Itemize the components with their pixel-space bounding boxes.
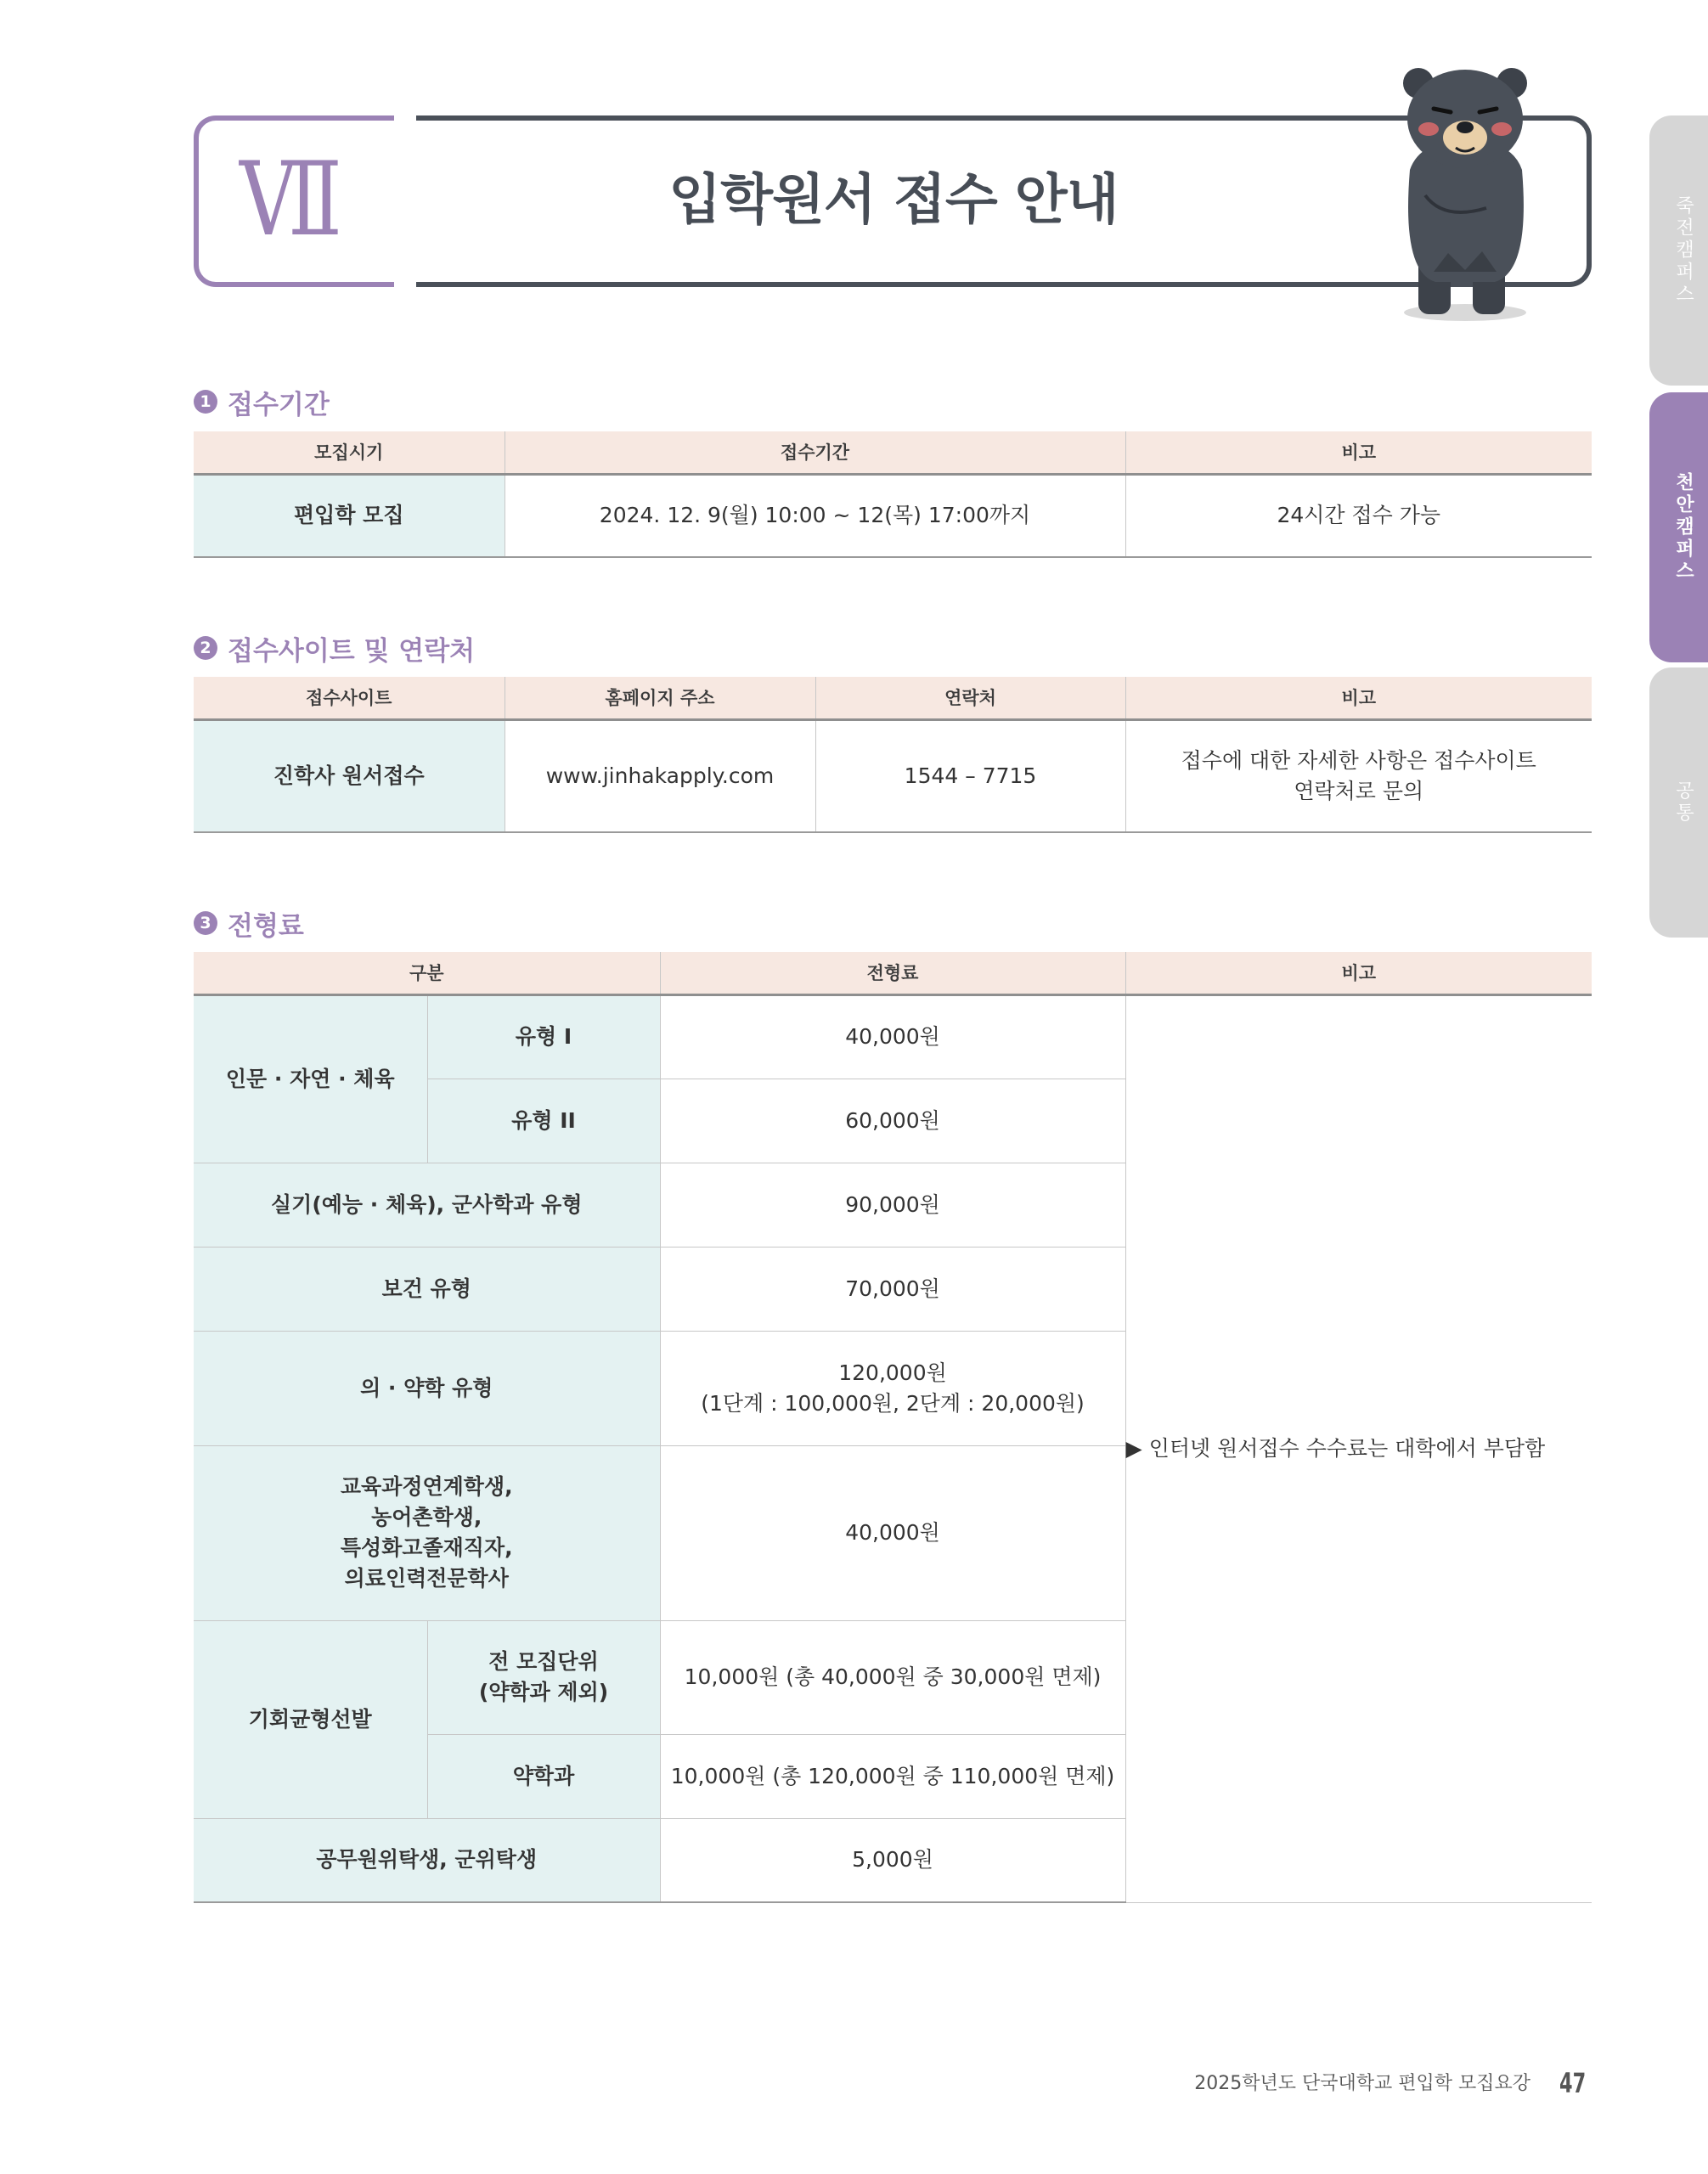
fee-group-label: 기회균형선발 (194, 1620, 427, 1818)
fee-label-line: 교육과정연계학생, (340, 1474, 513, 1499)
fee-value: 90,000원 (660, 1163, 1125, 1247)
fee-row-label (194, 1445, 660, 1620)
fee-value (660, 1331, 1125, 1445)
page-number: 47 (1559, 2067, 1587, 2099)
section-number-1: 1 (194, 390, 217, 414)
period-table (194, 431, 1592, 558)
fee-label-line: 의료인력전문학사 (344, 1566, 509, 1591)
tab-jukjeon-label: 죽전캠퍼스 (1672, 195, 1694, 306)
table-header: 구분 (194, 952, 660, 994)
table-header: 전형료 (660, 952, 1125, 994)
site-note (1125, 719, 1592, 832)
tab-cheonan-campus[interactable] (1649, 392, 1708, 662)
table-header: 모집시기 (194, 431, 505, 474)
section-title-site: 접수사이트 및 연락처 (228, 635, 476, 667)
site-table (194, 677, 1592, 833)
site-label: 진학사 원서접수 (194, 719, 505, 832)
fee-value: 5,000원 (660, 1818, 1125, 1902)
table-header: 접수기간 (505, 431, 1125, 474)
site-note-line: 접수에 대한 자세한 사항은 접수사이트 (1181, 747, 1536, 773)
section-title-period: 접수기간 (228, 389, 330, 420)
fee-sub-label (427, 1620, 660, 1734)
fee-value: 10,000원 (총 40,000원 중 30,000원 면제) (660, 1620, 1125, 1734)
site-note-line: 연락처로 문의 (1294, 778, 1424, 803)
fee-row-label: 의 · 약학 유형 (194, 1331, 660, 1445)
table-header: 비고 (1125, 431, 1592, 474)
table-header: 홈페이지 주소 (505, 677, 815, 719)
period-dates: 2024. 12. 9(월) 10:00 ~ 12(목) 17:00까지 (505, 474, 1125, 557)
tab-common-label: 공통 (1672, 780, 1694, 825)
table-header: 비고 (1125, 677, 1592, 719)
fee-value: 60,000원 (660, 1079, 1125, 1163)
section-number-2: 2 (194, 636, 217, 660)
fee-sub-label: 유형 II (427, 1079, 660, 1163)
tab-jukjeon-campus[interactable] (1649, 115, 1708, 386)
fee-group-label: 인문 · 자연 · 체육 (194, 994, 427, 1163)
fee-row-label: 실기(예능 · 체육), 군사학과 유형 (194, 1163, 660, 1247)
table-header: 접수사이트 (194, 677, 505, 719)
table-header: 연락처 (815, 677, 1125, 719)
period-label: 편입학 모집 (194, 474, 505, 557)
table-row (194, 994, 1592, 1079)
section-heading-fee (194, 902, 304, 944)
fee-row-label: 보건 유형 (194, 1247, 660, 1331)
section-title-fee: 전형료 (228, 910, 304, 942)
fee-value: 40,000원 (660, 994, 1125, 1079)
footer-text: 2025학년도 단국대학교 편입학 모집요강 (1194, 2073, 1530, 2094)
fee-label-line: 특성화고졸재직자, (340, 1535, 513, 1560)
fee-label-line: 농어촌학생, (371, 1505, 482, 1529)
site-url-link[interactable]: www.jinhakapply.com (505, 719, 815, 832)
fee-value-line: (1단계 : 100,000원, 2단계 : 20,000원) (701, 1390, 1085, 1416)
chapter-numeral: Ⅶ (240, 141, 333, 259)
fee-value-line: 120,000원 (838, 1360, 947, 1385)
fee-value: 40,000원 (660, 1445, 1125, 1620)
fee-table (194, 952, 1592, 1903)
fee-remark: ▶ 인터넷 원서접수 수수료는 대학에서 부담함 (1125, 994, 1592, 1902)
table-header: 비고 (1125, 952, 1592, 994)
fee-sub-label: 약학과 (427, 1734, 660, 1818)
bear-mascot-icon (1384, 59, 1546, 323)
fee-row-label: 공무원위탁생, 군위탁생 (194, 1818, 660, 1902)
tab-cheonan-label: 천안캠퍼스 (1672, 472, 1694, 583)
fee-sub-line: 전 모집단위 (488, 1649, 599, 1674)
fee-sub-line: (약학과 제외) (478, 1680, 609, 1704)
period-note: 24시간 접수 가능 (1125, 474, 1592, 557)
fee-value: 10,000원 (총 120,000원 중 110,000원 면제) (660, 1734, 1125, 1818)
section-heading-site (194, 627, 475, 669)
page-title: 입학원서 접수 안내 (668, 169, 1119, 232)
tab-common[interactable] (1649, 667, 1708, 938)
fee-value: 70,000원 (660, 1247, 1125, 1331)
section-number-3: 3 (194, 911, 217, 935)
section-heading-period (194, 380, 330, 423)
fee-sub-label: 유형 I (427, 994, 660, 1079)
site-phone: 1544 – 7715 (815, 719, 1125, 832)
